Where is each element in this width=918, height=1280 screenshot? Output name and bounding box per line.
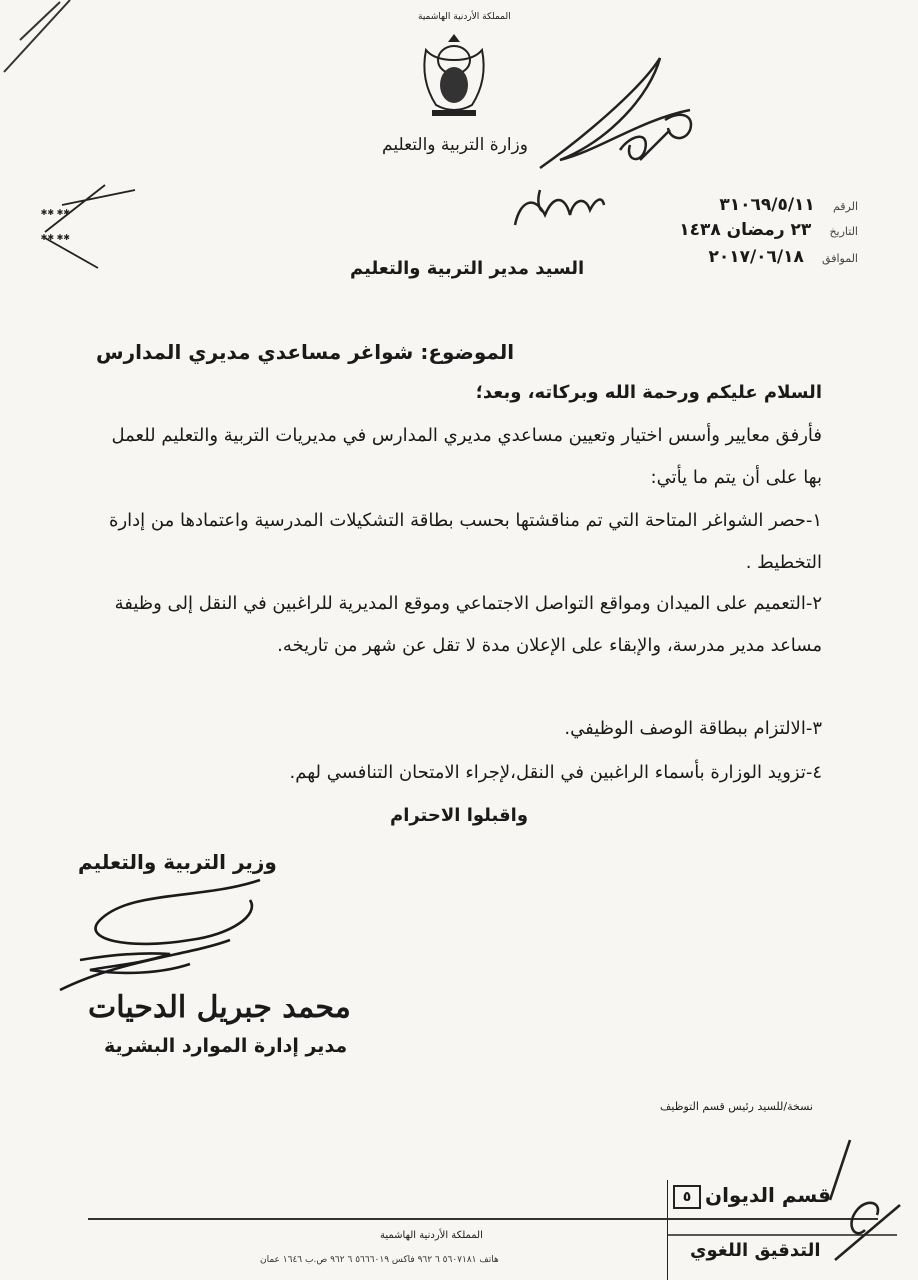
svg-text:✱✱ ✱✱: ✱✱ ✱✱ xyxy=(40,208,70,217)
signer-title: مدير إدارة الموارد البشرية xyxy=(104,1035,348,1057)
left-stamp-mark xyxy=(41,185,135,268)
ref-value: ٣١٠٦٩/٥/١١ xyxy=(719,195,815,215)
list-item-3: ٣-الالتزام ببطاقة الوصف الوظيفي. xyxy=(564,718,822,739)
corr-label: الموافق xyxy=(822,252,858,265)
subject-line: الموضوع: شواغر مساعدي مديري المدارس xyxy=(96,340,515,364)
ministry-name: وزارة التربية والتعليم xyxy=(382,135,528,155)
footer-divider xyxy=(88,1218,878,1220)
intro-paragraph: فأرفق معايير وأسس اختيار وتعيين مساعدي مديري المدارس في مديريات التربية والتعليم للعمل بها على أن يتم ما يأتي: xyxy=(111,425,822,488)
signer-name: محمد جبريل الدحيات xyxy=(88,990,351,1025)
list-item-1: ١-حصر الشواغر المتاحة التي تم مناقشتها بحسب بطاقة التشكيلات المدرسية واعتمادها من إدارة التخطيط . xyxy=(109,510,822,573)
footer-contact: هاتف ٥٦٠٧١٨١ ٦ ٩٦٢ فاكس ٥٦٦٦٠١٩ ٦ ٩٦٢ ص.ب ١٦٤٦ عمان xyxy=(260,1255,499,1265)
stamp-line-1: قسم الديوان xyxy=(705,1183,831,1207)
corner-pen-mark xyxy=(4,0,70,72)
date-value: ٢٣ رمضان ١٤٣٨ xyxy=(679,220,812,240)
stamp-line-2: التدقيق اللغوي xyxy=(690,1240,821,1261)
main-signature xyxy=(60,880,260,990)
ref-row xyxy=(719,195,858,215)
footer-country: المملكة الأردنية الهاشمية xyxy=(380,1230,483,1241)
corr-row xyxy=(708,247,858,267)
minister-title: وزير التربية والتعليم xyxy=(78,850,277,874)
svg-text:✱✱ ✱✱: ✱✱ ✱✱ xyxy=(40,233,70,242)
list-item-4: ٤-تزويد الوزارة بأسماء الراغبين في النقل،لإجراء الامتحان التنافسي لهم. xyxy=(289,762,822,783)
date-row xyxy=(679,220,858,240)
ref-label: الرقم xyxy=(832,200,858,213)
copy-note: نسخة/للسيد رئيس قسم التوظيف xyxy=(660,1100,813,1113)
closing-line: واقبلوا الاحترام xyxy=(390,805,529,826)
stamp-number-badge: ٥ xyxy=(673,1185,701,1209)
greeting: السلام عليكم ورحمة الله وبركاته، وبعد؛ xyxy=(475,382,822,403)
header-top-line: المملكة الأردنية الهاشمية xyxy=(418,12,511,22)
upper-annotation-signature xyxy=(515,58,691,225)
addressee: السيد مدير التربية والتعليم xyxy=(350,258,585,279)
corr-value: ٢٠١٧/٠٦/١٨ xyxy=(708,247,804,267)
list-item-2: ٢-التعميم على الميدان ومواقع التواصل الاجتماعي وموقع المديرية للراغبين في النقل إلى وظيفة مساعد مدير مدرسة، والإبقاء على الإعلان مدة لا تقل عن شهر من تاريخه. xyxy=(114,593,822,656)
coat-of-arms-icon xyxy=(418,30,490,120)
date-label: التاريخ xyxy=(829,225,858,238)
